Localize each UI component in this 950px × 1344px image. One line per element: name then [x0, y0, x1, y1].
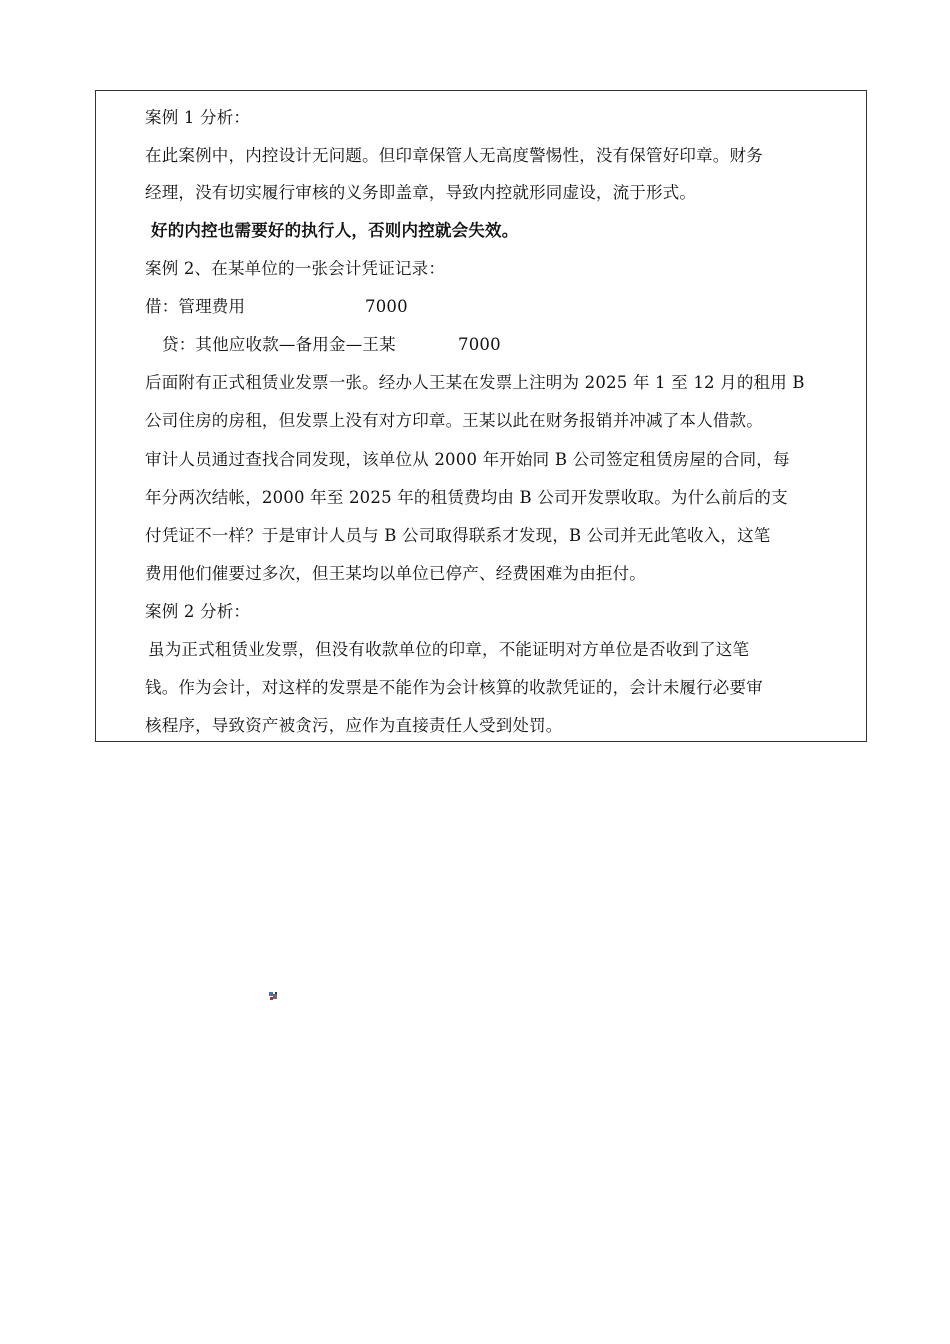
case2-body-line: 审计人员通过查找合同发现，该单位从 2000 年开始同 B 公司签定租赁房屋的合同，每 [145, 450, 790, 469]
case1-heading: 案例 1 分析： [145, 108, 251, 127]
case2-body-line: 公司住房的房租，但发票上没有对方印章。王某以此在财务报销并冲减了本人借款。 [145, 411, 763, 430]
debit-amount: 7000 [365, 297, 408, 316]
case2-heading: 案例 2 分析： [145, 602, 251, 621]
debit-entry [145, 296, 545, 318]
case2-analysis-line: 核程序，导致资产被贪污，应作为直接责任人受到处罚。 [145, 716, 563, 735]
case2-body-line: 付凭证不一样？于是审计人员与 B 公司取得联系才发现，B 公司并无此笔收入，这笔 [145, 526, 771, 545]
case1-emphasis: 好的内控也需要好的执行人，否则内控就会失效。 [151, 221, 519, 240]
case2-analysis-line: 钱。作为会计，对这样的发票是不能作为会计核算的收款凭证的，会计未履行必要审 [145, 678, 763, 697]
credit-amount: 7000 [458, 335, 501, 354]
credit-entry [162, 334, 562, 356]
debit-label: 借：管理费用 [145, 297, 246, 316]
case1-body-line-2: 经理，没有切实履行审核的义务即盖章，导致内控就形同虚设，流于形式。 [145, 183, 697, 202]
case2-body-line: 费用他们催要过多次，但王某均以单位已停产、经费困难为由拒付。 [145, 564, 646, 583]
document-frame [95, 90, 867, 742]
case2-analysis-line: 虽为正式租赁业发票，但没有收款单位的印章，不能证明对方单位是否收到了这笔 [148, 640, 750, 659]
small-picture-icon [268, 991, 279, 1001]
case2-body-line: 年分两次结帐，2000 年至 2025 年的租赁费均由 B 公司开发票收取。为什么前后的支 [145, 488, 788, 507]
case2-intro: 案例 2、在某单位的一张会计凭证记录： [145, 259, 446, 278]
case1-body-line-1: 在此案例中，内控设计无问题。但印章保管人无高度警惕性，没有保管好印章。财务 [145, 146, 763, 165]
credit-label: 贷：其他应收款—备用金—王某 [162, 335, 396, 354]
case2-body-line: 后面附有正式租赁业发票一张。经办人王某在发票上注明为 2025 年 1 至 12 月的租用 B [145, 373, 805, 392]
